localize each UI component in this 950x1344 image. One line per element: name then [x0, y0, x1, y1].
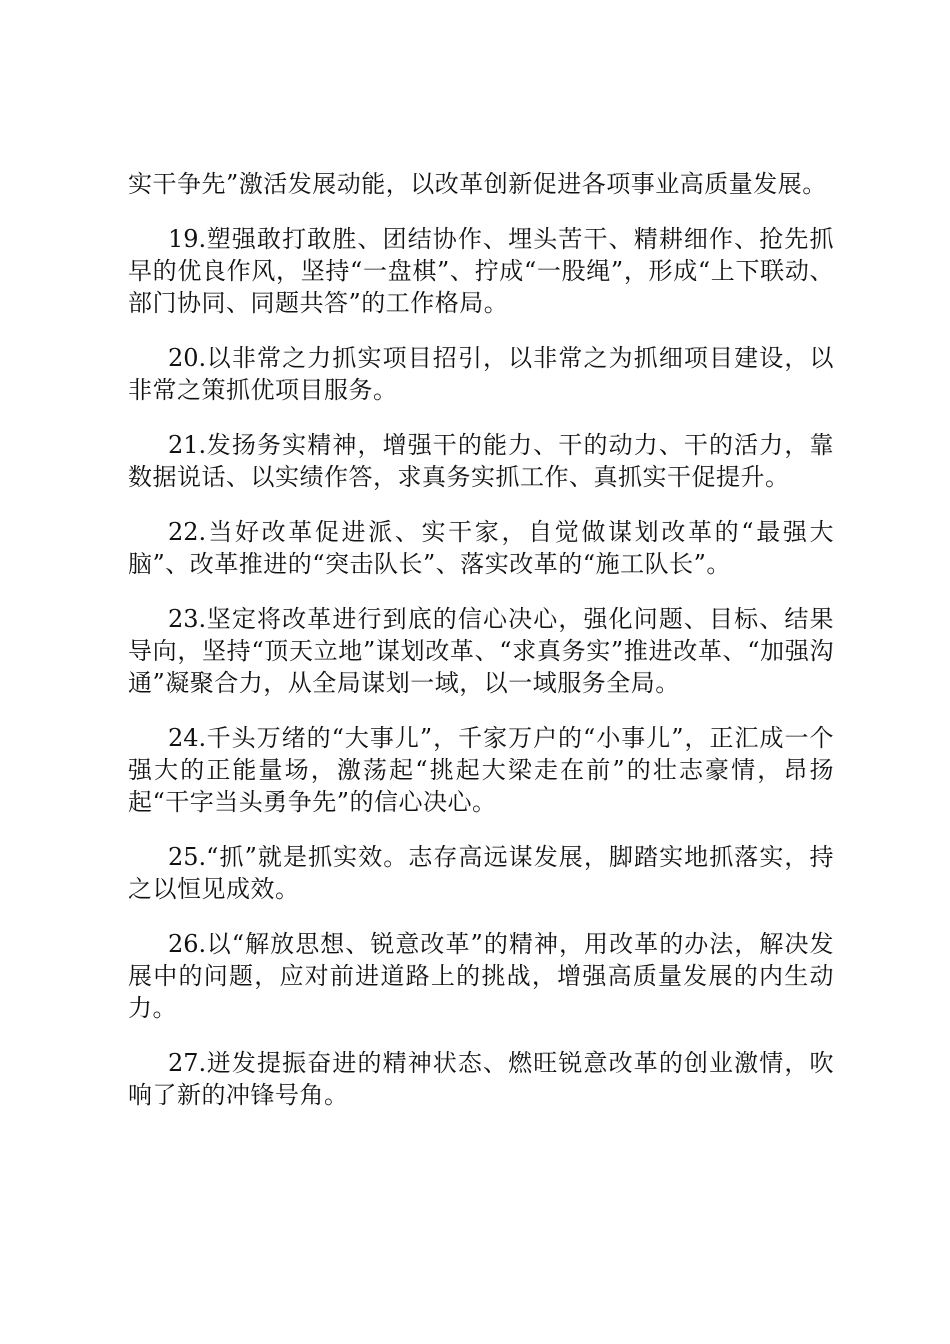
paragraph-26	[128, 928, 834, 1024]
paragraph-27	[128, 1047, 834, 1111]
paragraph-20	[128, 342, 834, 406]
paragraph-continuation	[128, 168, 834, 200]
paragraph-25	[128, 841, 834, 905]
paragraph-number: 26.	[168, 930, 207, 958]
paragraph-number: 25.	[168, 843, 207, 871]
paragraph-text: 以非常之力抓实项目招引，以非常之为抓细项目建设，以非常之策抓优项目服务。	[128, 344, 834, 404]
paragraph-23	[128, 603, 834, 699]
document-body	[128, 168, 834, 1134]
paragraph-number: 19.	[168, 225, 207, 253]
paragraph-22	[128, 516, 834, 580]
paragraph-21	[128, 429, 834, 493]
paragraph-number: 27.	[168, 1049, 207, 1077]
paragraph-text: 当好改革促进派、实干家，自觉做谋划改革的“最强大脑”、改革推进的“突击队长”、落实改革的“施工队长”。	[128, 518, 834, 578]
paragraph-number: 20.	[168, 344, 207, 372]
paragraph-number: 24.	[168, 724, 207, 752]
paragraph-text: 实干争先”激活发展动能，以改革创新促进各项事业高质量发展。	[128, 170, 827, 198]
paragraph-24	[128, 722, 834, 818]
paragraph-text: 坚定将改革进行到底的信心决心，强化问题、目标、结果导向，坚持“顶天立地”谋划改革、“求真务实”推进改革、“加强沟通”凝聚合力，从全局谋划一域，以一域服务全局。	[128, 605, 834, 697]
paragraph-text: 千头万绪的“大事儿”，千家万户的“小事儿”，正汇成一个强大的正能量场，激荡起“挑起大梁走在前”的壮志豪情，昂扬起“干字当头勇争先”的信心决心。	[128, 724, 834, 816]
paragraph-text: “抓”就是抓实效。志存高远谋发展，脚踏实地抓落实，持之以恒见成效。	[128, 843, 834, 903]
paragraph-19	[128, 223, 834, 319]
paragraph-number: 21.	[168, 431, 207, 459]
paragraph-text: 迸发提振奋进的精神状态、燃旺锐意改革的创业激情，吹响了新的冲锋号角。	[128, 1049, 834, 1109]
paragraph-number: 22.	[168, 518, 207, 546]
paragraph-text: 以“解放思想、锐意改革”的精神，用改革的办法，解决发展中的问题，应对前进道路上的挑战，增强高质量发展的内生动力。	[128, 930, 834, 1022]
paragraph-text: 发扬务实精神，增强干的能力、干的动力、干的活力，靠数据说话、以实绩作答，求真务实抓工作、真抓实干促提升。	[128, 431, 834, 491]
paragraph-text: 塑强敢打敢胜、团结协作、埋头苦干、精耕细作、抢先抓早的优良作风，坚持“一盘棋”、拧成“一股绳”，形成“上下联动、部门协同、同题共答”的工作格局。	[128, 225, 834, 317]
paragraph-number: 23.	[168, 605, 207, 633]
